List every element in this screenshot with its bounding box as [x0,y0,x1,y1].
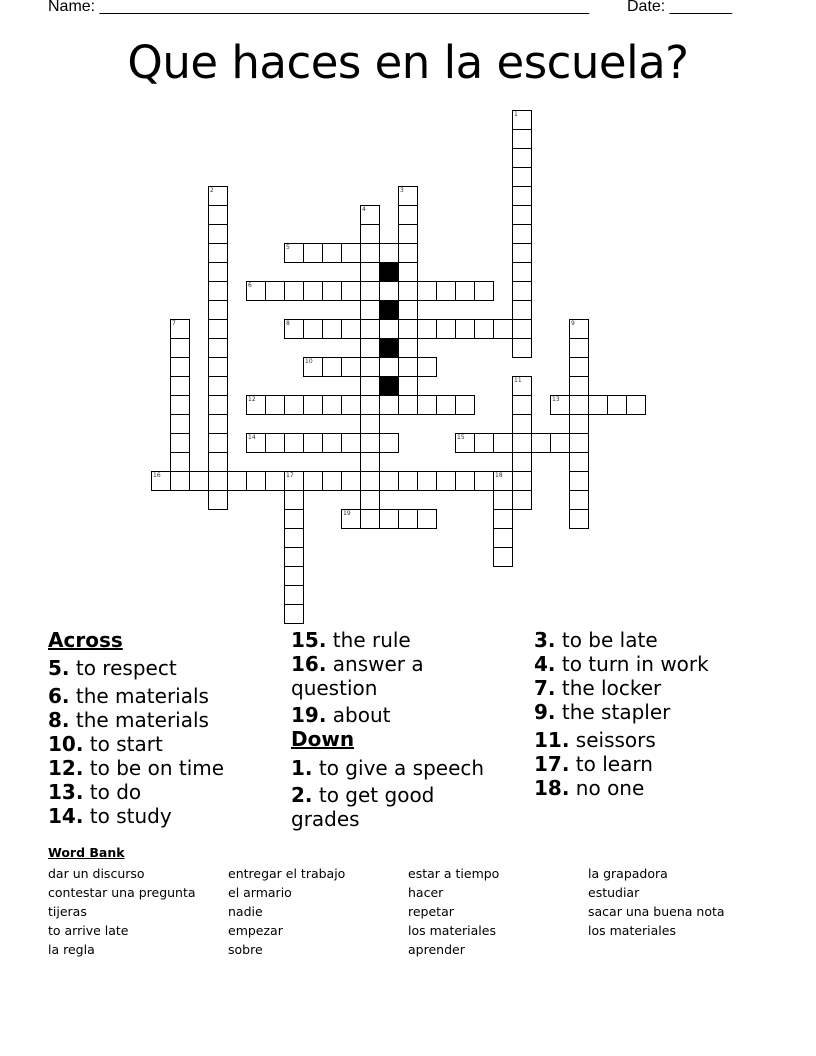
grid-cell[interactable] [417,281,437,301]
grid-cell[interactable] [170,376,190,396]
grid-cell[interactable] [512,129,532,149]
grid-cell[interactable] [341,395,361,415]
clue: 18. no one [534,776,645,800]
grid-cell[interactable] [284,490,304,510]
grid-cell[interactable] [322,243,342,263]
grid-cell[interactable] [474,471,494,491]
grid-cell[interactable] [455,395,475,415]
grid-cell[interactable] [284,604,304,624]
grid-cell[interactable] [398,471,418,491]
word-bank-item: la regla [48,942,95,957]
grid-cell[interactable] [626,395,646,415]
grid-cell[interactable] [170,471,190,491]
grid-cell[interactable] [379,433,399,453]
grid-cell[interactable] [303,433,323,453]
word-bank-item: empezar [228,923,283,938]
grid-cell[interactable] [303,281,323,301]
grid-cell[interactable] [455,281,475,301]
grid-cell[interactable] [322,319,342,339]
grid-cell[interactable] [360,433,380,453]
grid-cell[interactable] [398,376,418,396]
grid-cell[interactable] [208,262,228,282]
word-bank-item: aprender [408,942,465,957]
word-bank-item: nadie [228,904,263,919]
grid-cell[interactable] [360,243,380,263]
cell-number: 11 [514,377,522,384]
cell-number: 16 [153,472,161,479]
grid-cell[interactable] [569,357,589,377]
cell-number: 15 [457,434,465,441]
page-title: Que haces en la escuela? [127,36,689,89]
grid-cell[interactable] [512,262,532,282]
cell-number: 2 [210,187,214,194]
word-bank-item: estudiar [588,885,640,900]
grid-cell[interactable] [493,490,513,510]
grid-cell[interactable] [322,395,342,415]
grid-cell[interactable] [588,395,608,415]
word-bank-column [228,864,345,959]
cell-number: 19 [343,510,351,517]
grid-cell[interactable] [398,395,418,415]
cell-number: 3 [400,187,404,194]
grid-cell[interactable] [284,566,304,586]
word-bank-item: dar un discurso [48,866,145,881]
grid-cell[interactable] [398,319,418,339]
word-bank-item: estar a tiempo [408,866,500,881]
grid-cell[interactable] [379,395,399,415]
grid-cell[interactable] [398,224,418,244]
clue: 15. the rule [291,628,411,652]
cell-number: 1 [514,111,518,118]
clue: 8. the materials [48,708,209,732]
grid-cell[interactable] [512,186,532,206]
cell-number: 14 [248,434,256,441]
grid-cell[interactable] [379,471,399,491]
grid-cell[interactable] [322,471,342,491]
grid-cell[interactable] [493,319,513,339]
grid-cell[interactable] [265,471,285,491]
grid-cell[interactable] [398,281,418,301]
grid-cell[interactable] [417,357,437,377]
grid-cell[interactable] [208,186,228,206]
grid-cell[interactable] [322,357,342,377]
word-bank-item: sacar una buena nota [588,904,725,919]
cell-number: 13 [552,396,560,403]
grid-cell[interactable] [341,509,361,529]
grid-cell[interactable] [398,186,418,206]
date-label: Date: [627,0,666,15]
cell-number: 8 [286,320,290,327]
clue: 3. to be late [534,628,658,652]
grid-cell[interactable] [360,224,380,244]
grid-cell[interactable] [303,357,323,377]
grid-cell[interactable] [379,243,399,263]
grid-cell[interactable] [208,243,228,263]
grid-cell[interactable] [284,433,304,453]
grid-cell[interactable] [512,300,532,320]
grid-cell[interactable] [569,509,589,529]
grid-cell[interactable] [379,319,399,339]
word-bank-item: entregar el trabajo [228,866,346,881]
grid-cell[interactable] [265,395,285,415]
cell-number: 4 [362,206,366,213]
grid-cell[interactable] [208,205,228,225]
grid-cell[interactable] [474,433,494,453]
grid-cell[interactable] [512,224,532,244]
grid-cell[interactable] [569,490,589,510]
clue: 6. the materials [48,684,209,708]
cell-number: 10 [305,358,313,365]
grid-cell[interactable] [607,395,627,415]
grid-cell[interactable] [455,433,475,453]
grid-cell[interactable] [360,376,380,396]
word-bank-item: el armario [228,885,292,900]
grid-cell[interactable] [512,338,532,358]
grid-cell[interactable] [512,148,532,168]
grid-cell[interactable] [208,471,228,491]
grid-cell[interactable] [208,452,228,472]
grid-cell[interactable] [208,414,228,434]
grid-cell[interactable] [455,471,475,491]
grid-cell[interactable] [398,509,418,529]
grid-cell[interactable] [360,281,380,301]
grid-cell[interactable] [170,452,190,472]
black-cell [379,262,399,282]
grid-cell[interactable] [227,471,247,491]
grid-cell[interactable] [360,471,380,491]
grid-cell[interactable] [398,205,418,225]
grid-cell[interactable] [284,528,304,548]
grid-cell[interactable] [569,376,589,396]
grid-cell[interactable] [512,281,532,301]
grid-cell[interactable] [436,471,456,491]
grid-cell[interactable] [512,490,532,510]
black-cell [379,300,399,320]
cell-number: 6 [248,282,252,289]
grid-cell[interactable] [208,224,228,244]
grid-cell[interactable] [493,433,513,453]
grid-cell[interactable] [493,471,513,491]
grid-cell[interactable] [512,205,532,225]
cell-number: 12 [248,396,256,403]
clues-column-2 [291,628,484,831]
word-bank-title: Word Bank [48,845,125,860]
down-heading: Down [291,727,355,751]
grid-cell[interactable] [493,528,513,548]
across-heading: Across [48,628,123,652]
word-bank-column [408,864,499,959]
grid-cell[interactable] [569,395,589,415]
clue: 14. to study [48,804,172,828]
grid-cell[interactable] [341,357,361,377]
grid-cell[interactable] [265,433,285,453]
grid-cell[interactable] [341,471,361,491]
grid-cell[interactable] [208,319,228,339]
grid-cell[interactable] [360,300,380,320]
grid-cell[interactable] [208,490,228,510]
grid-cell[interactable] [341,281,361,301]
grid-cell[interactable] [512,167,532,187]
grid-cell[interactable] [208,433,228,453]
grid-cell[interactable] [512,110,532,130]
word-bank-item: los materiales [588,923,676,938]
grid-cell[interactable] [284,471,304,491]
word-bank-column [48,864,196,959]
grid-cell[interactable] [455,319,475,339]
grid-cell[interactable] [569,319,589,339]
grid-cell[interactable] [170,319,190,339]
grid-cell[interactable] [493,547,513,567]
grid-cell[interactable] [512,471,532,491]
word-bank-item: sobre [228,942,263,957]
grid-cell[interactable] [436,319,456,339]
grid-cell[interactable] [360,395,380,415]
date-line: _______ [669,0,732,15]
grid-cell[interactable] [474,319,494,339]
word-bank-item: los materiales [408,923,496,938]
grid-cell[interactable] [398,300,418,320]
grid-cell[interactable] [417,395,437,415]
grid-cell[interactable] [398,357,418,377]
grid-cell[interactable] [398,243,418,263]
cell-number: 17 [286,472,294,479]
word-bank-item: repetar [408,904,454,919]
grid-cell[interactable] [322,281,342,301]
clues-column-1 [48,628,224,828]
grid-cell[interactable] [550,395,570,415]
grid-cell[interactable] [360,414,380,434]
grid-cell[interactable] [398,262,418,282]
grid-cell[interactable] [360,452,380,472]
grid-cell[interactable] [360,319,380,339]
grid-cell[interactable] [512,433,532,453]
clue: 12. to be on time [48,756,225,780]
clue: 17. to learn [534,752,653,776]
word-bank-item: hacer [408,885,444,900]
clue: 13. to do [48,780,142,804]
grid-cell[interactable] [284,585,304,605]
grid-cell[interactable] [379,509,399,529]
grid-cell[interactable] [398,338,418,358]
clue: 5. to respect [48,656,177,680]
grid-cell[interactable] [360,262,380,282]
clue: 1. to give a speech [291,756,485,780]
grid-cell[interactable] [417,509,437,529]
clue: 2. to get good grades [291,783,435,831]
grid-cell[interactable] [569,414,589,434]
black-cell [379,376,399,396]
cell-number: 18 [495,472,503,479]
grid-cell[interactable] [246,395,266,415]
grid-cell[interactable] [493,509,513,529]
grid-cell[interactable] [303,471,323,491]
grid-cell[interactable] [379,357,399,377]
grid-cell[interactable] [246,281,266,301]
grid-cell[interactable] [208,300,228,320]
grid-cell[interactable] [379,281,399,301]
clue: 11. seissors [534,728,656,752]
word-bank-item: tijeras [48,904,87,919]
grid-cell[interactable] [569,471,589,491]
grid-cell[interactable] [246,433,266,453]
cell-number: 7 [172,320,176,327]
grid-cell[interactable] [436,281,456,301]
grid-cell[interactable] [512,319,532,339]
grid-cell[interactable] [569,433,589,453]
word-bank-item: to arrive late [48,923,129,938]
grid-cell[interactable] [208,376,228,396]
grid-cell[interactable] [303,243,323,263]
cell-number: 5 [286,244,290,251]
grid-cell[interactable] [550,433,570,453]
clue: 16. answer a question [291,652,424,700]
grid-cell[interactable] [151,471,171,491]
grid-cell[interactable] [417,319,437,339]
grid-cell[interactable] [303,319,323,339]
grid-cell[interactable] [284,509,304,529]
word-bank-column [588,864,725,940]
grid-cell[interactable] [189,471,209,491]
grid-cell[interactable] [208,395,228,415]
grid-cell[interactable] [360,490,380,510]
grid-cell[interactable] [170,414,190,434]
grid-cell[interactable] [341,243,361,263]
grid-cell[interactable] [512,376,532,396]
grid-cell[interactable] [246,471,266,491]
grid-cell[interactable] [417,471,437,491]
grid-cell[interactable] [569,338,589,358]
grid-cell[interactable] [284,395,304,415]
cell-number: 9 [571,320,575,327]
grid-cell[interactable] [512,414,532,434]
grid-cell[interactable] [265,281,285,301]
grid-cell[interactable] [284,319,304,339]
grid-cell[interactable] [512,452,532,472]
grid-cell[interactable] [531,433,551,453]
grid-cell[interactable] [208,338,228,358]
clue: 7. the locker [534,676,662,700]
word-bank-item: la grapadora [588,866,668,881]
word-bank-item: contestar una pregunta [48,885,196,900]
grid-cell[interactable] [360,509,380,529]
grid-cell[interactable] [284,243,304,263]
grid-cell[interactable] [474,281,494,301]
grid-cell[interactable] [303,395,323,415]
name-line: _______________________________________________________ [99,0,589,15]
grid-cell[interactable] [360,357,380,377]
clue: 19. about [291,703,391,727]
black-cell [379,338,399,358]
grid-cell[interactable] [208,281,228,301]
clues-column-3 [534,628,709,800]
grid-cell[interactable] [341,433,361,453]
grid-cell[interactable] [208,357,228,377]
grid-cell[interactable] [512,395,532,415]
grid-cell[interactable] [284,547,304,567]
grid-cell[interactable] [170,357,190,377]
grid-cell[interactable] [322,433,342,453]
clue: 10. to start [48,732,163,756]
grid-cell[interactable] [170,433,190,453]
grid-cell[interactable] [512,243,532,263]
name-label: Name: [48,0,96,15]
grid-cell[interactable] [436,395,456,415]
clue: 9. the stapler [534,700,671,724]
grid-cell[interactable] [341,319,361,339]
clue: 4. to turn in work [534,652,709,676]
grid-cell[interactable] [284,281,304,301]
grid-cell[interactable] [360,205,380,225]
grid-cell[interactable] [360,338,380,358]
grid-cell[interactable] [569,452,589,472]
grid-cell[interactable] [170,395,190,415]
grid-cell[interactable] [170,338,190,358]
